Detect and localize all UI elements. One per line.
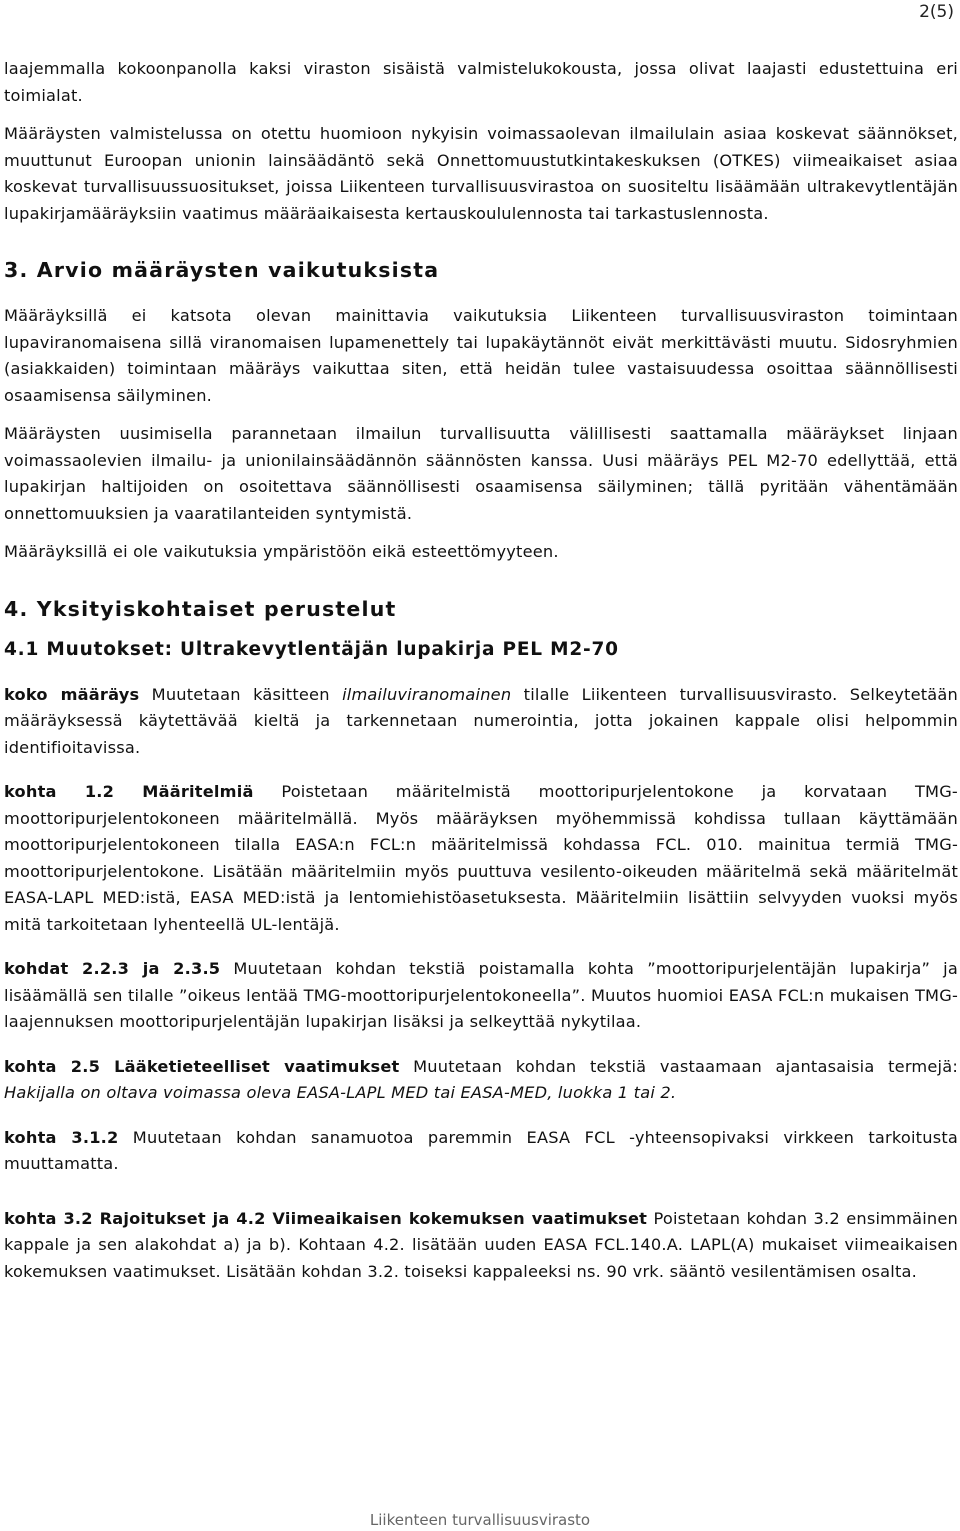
- item-label: kohta 2.5 Lääketieteelliset vaatimukset: [4, 1056, 400, 1076]
- section-3-paragraph-3: Määräyksillä ei ole vaikutuksia ympäristöön eikä esteettömyyteen.: [4, 542, 559, 561]
- paragraph-kohta-1-2: [4, 779, 958, 938]
- paragraph-koko-maarays: [4, 682, 958, 762]
- item-label: koko määräys: [4, 684, 140, 704]
- section-3-paragraph-2: Määräysten uusimisella parannetaan ilmailun turvallisuutta välillisesti saattamalla määräykset linjaan voimassaolevien ilmailu- ja unionilainsäädännön säännösten kanssa. Uusi määräys PEL M2-70 edellyttää, että lupakirjan haltijoiden on osoitettava säännöllisesti osaamisensa säilyminen; tällä pyritään vähentämään onnettomuuksien ja vaaratilanteiden syntymistä.: [4, 424, 958, 523]
- item-label: kohta 3.1.2: [4, 1127, 119, 1147]
- paragraph-intro-continued: laajemmalla kokoonpanolla kaksi viraston sisäistä valmistelukokousta, jossa olivat laajasti edustettuina eri toimialat.: [4, 59, 958, 105]
- item-label: kohta 3.2 Rajoitukset ja 4.2 Viimeaikaisen kokemuksen vaatimukset: [4, 1208, 648, 1228]
- section-3-paragraph-1: Määräyksillä ei katsota olevan mainittavia vaikutuksia Liikenteen turvallisuusviraston toimintaan lupaviranomaisena sillä viranomaisen lupamenettely tai lupakäytännöt eivät merkittävästi muutu. Sidosryhmien (asiakkaiden) toimintaan määräys vaikuttaa siten, että heidän tulee vastaisuudessa osoittaa säännöllisesti osaamisensa säilyminen.: [4, 306, 958, 405]
- paragraph-kohdat-2-2-3: [4, 956, 958, 1036]
- item-text: Poistetaan kohdan 3.2 ensimmäinen kappale ja sen alakohdat a) ja b). Kohtaan 4.2. lisätään uuden EASA FCL.140.A. LAPL(A) mukaiset viimeaikaisen kokemuksen vaatimukset. Lisätään kohdan 3.2. toiseksi kappaleeksi ns. 90 vrk. sääntö vesilentämisen osalta.: [4, 1208, 958, 1281]
- paragraph-preparation: Määräysten valmistelussa on otettu huomioon nykyisin voimassaolevan ilmailulain asiaa koskevat säännökset, muuttunut Euroopan unionin lainsäädäntö sekä Onnettomuustutkintakeskuksen (OTKES) viimeaikaiset asiaa koskevat turvallisuussuositukset, joissa Liikenteen turvallisuusvirastoa on suositeltu lisäämään ultrakevytlentäjän lupakirjamääräyksiin vaatimus määräaikaisesta kertauskoululennosta tai tarkastuslennosta.: [4, 124, 958, 223]
- document-body: [4, 56, 958, 1285]
- section-4-1-heading: 4.1 Muutokset: Ultrakevytlentäjän lupakirja PEL M2-70: [4, 638, 619, 660]
- item-italic-term: Hakijalla on oltava voimassa oleva EASA-LAPL MED tai EASA-MED, luokka 1 tai 2.: [4, 1083, 677, 1102]
- item-label: kohdat 2.2.3 ja 2.3.5: [4, 959, 221, 978]
- section-3-heading: 3. Arvio määräysten vaikutuksista: [4, 258, 440, 282]
- item-label: kohta 1.2 Määritelmiä: [4, 782, 254, 801]
- item-text: Muutetaan kohdan tekstiä poistamalla kohta ”moottoripurjelentäjän lupakirja” ja lisäämällä sen tilalle ”oikeus lentää TMG-moottoripurjelentokoneella”. Muutos huomioi EASA FCL:n mukaisen TMG-laajennuksen moottoripurjelentäjän lupakirjan lisäksi ja selkeyttää nykytilaa.: [4, 959, 958, 1031]
- item-text: Poistetaan määritelmistä moottoripurjelentokone ja korvataan TMG-moottoripurjelentokoneen määritelmällä. Myös määräyksen myöhemmissä kohdissa tullaan käyttämään moottoripurjelentokoneen tilalla EASA:n FCL:n määritelmissä kohdassa FCL. 010. mainitua termiä TMG-moottoripurjelentokone. Lisätään määritelmiin myös puuttuva vesilento-oikeuden määritelmä sekä määritelmät EASA-LAPL MED:istä, EASA MED:istä ja lentomiehistöasetuksesta. Määritelmiin lisättiin selvyyden vuoksi myös mitä tarkoitetaan lyhenteellä UL-lentäjä.: [4, 782, 958, 934]
- section-4-heading: 4. Yksityiskohtaiset perustelut: [4, 596, 397, 621]
- paragraph-kohta-2-5: [4, 1054, 958, 1107]
- item-text: Muutetaan käsitteen: [139, 684, 343, 704]
- item-text: tilalle Liikenteen turvallisuusvirasto. Selkeytetään määräyksessä käytettävää kieltä ja tarkennetaan numerointia, jotta jokainen kappale olisi helpommin identifioitavissa.: [4, 684, 959, 757]
- page-number: 2(5): [919, 2, 954, 22]
- item-text: Muutetaan kohdan tekstiä vastaamaan ajantasaisia termejä:: [399, 1056, 958, 1076]
- paragraph-kohta-3-1-2: [4, 1125, 958, 1178]
- item-text: Muutetaan kohdan sanamuotoa paremmin EASA FCL -yhteensopivaksi virkkeen tarkoitusta muuttamatta.: [4, 1127, 958, 1173]
- item-italic-term: ilmailuviranomainen: [342, 684, 512, 704]
- footer-agency-name: Liikenteen turvallisuusvirasto: [369, 1511, 591, 1529]
- paragraph-kohta-3-2: [4, 1206, 958, 1286]
